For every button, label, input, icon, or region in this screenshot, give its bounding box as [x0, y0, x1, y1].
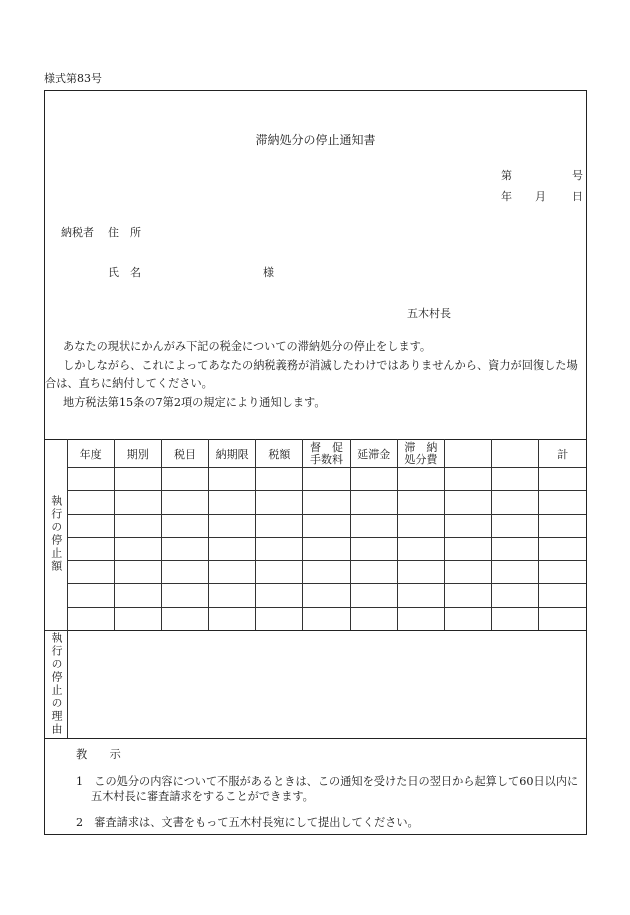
table-cell[interactable] [397, 491, 444, 514]
table-cell[interactable] [114, 607, 161, 630]
header-period: 期別 [114, 440, 161, 468]
reason-label: 執行の停止の理由 [50, 632, 63, 736]
header-total: 計 [539, 440, 586, 468]
suspension-reason-row [45, 630, 586, 739]
ref-dai: 第 [501, 169, 512, 182]
name-label: 氏 名 [108, 266, 141, 279]
table-cell[interactable] [161, 468, 208, 491]
table-cell[interactable] [209, 561, 256, 584]
body-paragraph: 地方税法第15条の7第2項の規定により通知します。 [63, 395, 326, 409]
header-year: 年度 [67, 440, 114, 468]
table-row [45, 607, 586, 630]
table-cell[interactable] [350, 514, 397, 537]
table-cell[interactable] [350, 584, 397, 607]
header-tax-item: 税目 [161, 440, 208, 468]
table-cell[interactable] [303, 491, 350, 514]
table-cell[interactable] [445, 607, 492, 630]
header-demand-fee: 督 促 手数料 [303, 440, 350, 468]
table-cell[interactable] [161, 537, 208, 560]
table-cell[interactable] [114, 537, 161, 560]
table-cell[interactable] [67, 607, 114, 630]
table-cell[interactable] [397, 607, 444, 630]
instruction-heading: 教 示 [76, 748, 121, 761]
table-cell[interactable] [539, 514, 586, 537]
table-cell[interactable] [350, 607, 397, 630]
table-cell[interactable] [67, 537, 114, 560]
table-cell[interactable] [209, 607, 256, 630]
table-cell[interactable] [492, 537, 539, 560]
header-tax-amount: 税額 [256, 440, 303, 468]
date-day: 日 [572, 190, 583, 203]
body-paragraph: あなたの現状にかんがみ下記の税金についての滞納処分の停止をします。 [63, 340, 432, 353]
table-cell[interactable] [445, 584, 492, 607]
table-cell[interactable] [114, 584, 161, 607]
table-row [45, 491, 586, 514]
header-disposition-cost: 滞 納 処分費 [397, 440, 444, 468]
table-cell[interactable] [161, 607, 208, 630]
address-label: 住 所 [108, 226, 141, 239]
table-cell[interactable] [397, 537, 444, 560]
header-due-date: 納期限 [209, 440, 256, 468]
header-blank [445, 440, 492, 468]
reason-field[interactable] [68, 630, 586, 738]
table-cell[interactable] [350, 468, 397, 491]
table-cell[interactable] [445, 561, 492, 584]
date-month: 月 [535, 190, 546, 203]
table-cell[interactable] [161, 584, 208, 607]
table-cell[interactable] [256, 514, 303, 537]
table-cell[interactable] [256, 584, 303, 607]
table-cell[interactable] [397, 584, 444, 607]
table-cell[interactable] [303, 561, 350, 584]
table-cell[interactable] [209, 584, 256, 607]
table-cell[interactable] [209, 537, 256, 560]
table-cell[interactable] [256, 491, 303, 514]
table-cell[interactable] [114, 468, 161, 491]
table-cell[interactable] [67, 514, 114, 537]
table-cell[interactable] [67, 584, 114, 607]
notice-form [44, 90, 587, 835]
table-cell[interactable] [114, 561, 161, 584]
table-row [45, 514, 586, 537]
table-cell[interactable] [492, 607, 539, 630]
table-row [45, 468, 586, 491]
table-cell[interactable] [492, 491, 539, 514]
instruction-item: 1 この処分の内容について不服があるときは、この通知を受けた日の翌日から起算して60日以内に五木村長に審査請求をすることができます。 [76, 775, 579, 803]
table-cell[interactable] [350, 491, 397, 514]
reason-label-cell [45, 630, 68, 738]
table-cell[interactable] [492, 584, 539, 607]
date-year: 年 [501, 190, 512, 203]
table-cell[interactable] [209, 514, 256, 537]
table-cell[interactable] [303, 584, 350, 607]
table-cell[interactable] [114, 514, 161, 537]
table-row [45, 584, 586, 607]
row-label: 執行の停止額 [49, 494, 63, 573]
table-header-row [45, 440, 586, 468]
table-cell[interactable] [161, 514, 208, 537]
table-cell[interactable] [397, 514, 444, 537]
instruction-item: 2 審査請求は、文書をもって五木村長宛にして提出してください。 [76, 816, 419, 829]
table-cell[interactable] [256, 468, 303, 491]
table-cell[interactable] [492, 561, 539, 584]
table-cell[interactable] [209, 468, 256, 491]
table-cell[interactable] [492, 514, 539, 537]
table-row [45, 537, 586, 560]
table-cell[interactable] [445, 537, 492, 560]
table-cell[interactable] [161, 491, 208, 514]
table-cell[interactable] [539, 537, 586, 560]
table-cell[interactable] [114, 491, 161, 514]
body-paragraph: しかしながら、これによってあなたの納税義務が消滅したわけではありませんから、資力が回復した場合は、直ちに納付してください。 [45, 358, 578, 391]
header-blank [492, 440, 539, 468]
table-cell[interactable] [539, 468, 586, 491]
table-cell[interactable] [539, 584, 586, 607]
table-cell[interactable] [303, 537, 350, 560]
table-cell[interactable] [303, 514, 350, 537]
table-cell[interactable] [539, 607, 586, 630]
issuer: 五木村長 [407, 307, 451, 320]
table-cell[interactable] [303, 468, 350, 491]
table-cell[interactable] [209, 491, 256, 514]
ref-go: 号 [572, 169, 583, 182]
table-cell[interactable] [67, 561, 114, 584]
table-cell[interactable] [350, 537, 397, 560]
table-cell[interactable] [445, 514, 492, 537]
table-cell[interactable] [492, 468, 539, 491]
table-cell[interactable] [256, 537, 303, 560]
instruction-section [45, 738, 586, 834]
table-cell[interactable] [350, 561, 397, 584]
table-row [45, 561, 586, 584]
table-cell[interactable] [256, 561, 303, 584]
table-cell[interactable] [539, 491, 586, 514]
table-cell[interactable] [445, 491, 492, 514]
form-number: 様式第83号 [44, 72, 102, 85]
table-cell[interactable] [67, 491, 114, 514]
table-cell[interactable] [397, 468, 444, 491]
table-cell[interactable] [539, 561, 586, 584]
row-label-cell [45, 440, 67, 631]
honorific: 様 [263, 266, 274, 279]
document-title: 滞納処分の停止通知書 [255, 133, 376, 147]
body-text [45, 338, 586, 412]
header-late-charge: 延滞金 [350, 440, 397, 468]
suspension-amount-table [45, 439, 586, 631]
taxpayer-label: 納税者 [61, 226, 94, 239]
table-cell[interactable] [256, 607, 303, 630]
table-cell[interactable] [397, 561, 444, 584]
table-cell[interactable] [67, 468, 114, 491]
table-cell[interactable] [161, 561, 208, 584]
table-cell[interactable] [445, 468, 492, 491]
table-cell[interactable] [303, 607, 350, 630]
